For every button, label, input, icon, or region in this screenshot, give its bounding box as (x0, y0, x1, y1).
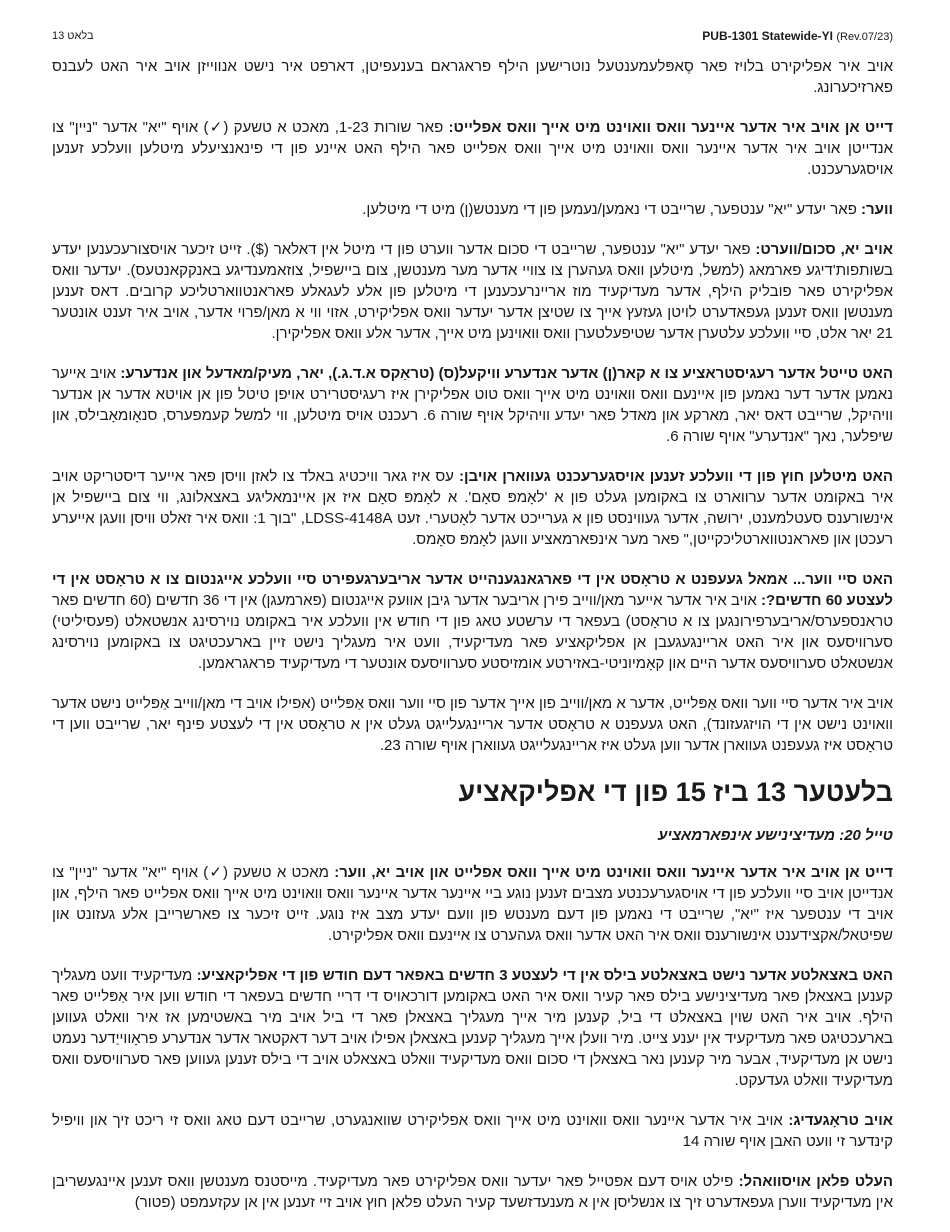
paragraph-text: אויב איר אדער אייער מאן/ווייב פירן אריבער אדער גיבן אוועק אייגנטום (פארמעגן) אין די 36 חדשים (60 חדשים פאר טראנספערס/אריבערפירונגען צו א טראָסט) בעפאר די ערשטע טאג פון די חודש אין וועלכע איר באקומט נוירסינג אנשטאלט (פעסיליטי) סערוויסעס און איר האט אריינגעגעבן אן אפליקאציע פאר מעדיקעיד, וועט איר מעגליך נישט זיין בארעכטיגט צו באקומען נוירסינג אנשטאלט סערוויסעס אדער היים און קאָמיוניטי-באזירטע אומזיסטע סערוויסעס אונטער די מעדיקעיד פראגראמען. (52, 592, 893, 672)
paragraph-medical-bills (52, 965, 893, 1091)
paragraph-lead: דייט אן אויב איר אדער איינער וואס וואוינט מיט אייך וואס אפלייט און אויב יא, ווער: (334, 864, 893, 881)
paragraph-lead: האט באצאלטע אדער נישט באצאלטע בילס אין די לעצטע 3 חדשים באפאר דעם חודש פון די אפליקאציע: (196, 967, 894, 984)
page-content (52, 56, 893, 1232)
paragraph-lead: דייט אן אויב איר אדער איינער וואס וואוינט מיט אייך וואס אפלייט: (448, 119, 893, 136)
paragraph-lead: העלט פלאן אויסוואהל: (738, 1173, 894, 1190)
paragraph-life-insurance (52, 56, 893, 98)
paragraph-lead: האט טייטל אדער רעגיסטראציע צו א קאר(ן) אדער אנדערע וויקעל(ס) (טראַקס א.ד.ג.), יאר, מעיק/מאדעל און אנדערע: (120, 365, 893, 382)
paragraph-lead: אויב טראָגעדיג: (788, 1112, 894, 1129)
page-number: בלאט 13 (52, 30, 94, 42)
document-id (702, 29, 893, 43)
paragraph-text: מאכט א טשעק (✓) אויף "יא" אדער "ניין" צו אנדייטן אויב סיי וועלכע פון די אויסגערעכנטע מצבים זענען נוגע ביי איינער אדער איינער וואס וואוינט מיט אייך וואס אפלייט פאר הילף, און אויב די ענטפער איז "יא", שרייבט די נאמען פון דעם מענטש פון וועם יעדע מצב איז נוגע. זייט זיכער צו פארשרייבן אלע געזונט און שפיטאל/אקצידענט אינשורענס וואס איר האט אדער וואס געהערט צו איינעם וואס אפליקירט. (52, 864, 893, 944)
paragraph-lead: האט מיטלען חוץ פון די וועלכע זענען אויסגערעכנט געווארן אויבן: (459, 468, 893, 485)
paragraph-text: עס איז גאר וויכטיג באלד צו לאזן וויסן פאר אייער דיסטריקט אויב איר באקומט אדער ערווארט צו באקומען געלט פון א 'לאָמפּ סאָם'. א לאָמפּ סאָם איז אן איינמאליגע באצאלונג, ווי צום ביישפיל אן אינשורענס סעטלמענט, ירושה, אדער געווינסט פון א גערייכט אדער לאָטערי. זעט LDSS-4148A, "בוך 1: וואס איר זאלט וויסן וועגן אייערע רעכטן און פאראנטווארטליכקייטן," פאר מער אינפארמאציע וועגן לאָמפּ סאָמס. (52, 468, 893, 548)
paragraph-lead: האט סיי ווער... אמאל געעפנט א טראָסט אין די פארגאנגענהייט אדער אריבערגעפירט סיי וועלכע אייגנטום צו א טראָסט אין די לעצטע 60 חדשים?: (52, 571, 893, 609)
paragraph-text: פאר יעדע "יא" ענטפער, שרייבט די סכום אדער ווערט פון די מיטל אין דאלאר ($). זייט זיכער אויסצורעכענען יעדע בשותפות'דיגע פארמאג (למשל, מיטלען וואס געהערן צו צוויי אדער מער מענטשן, צום ביישפיל, צוזאמענדיגע באנקקאנטעס). יעדער וואס אפליקירט פאר פובליק הילף, אדער מעדיקעיד מוז אריינרעכענען די מיטלען פון אלע לעגאלע פאראנטווארטליכע קרובים. דאס זענען מענטשן וואס זענען געפאדערט לויטן געזעץ אייך צו שטיצן אדער יעדער וואס אפליקירט, אזוי ווי א מאן/פרוי אדער, אויב איר זענט אונטער 21 יאר אלט, סיי וועלכע עלטערן אדער שטיפעלטערן וואס וואוינען מיט אייך, אדער אלע וואס אפליקירן. (52, 241, 893, 342)
section-subtitle: טייל 20: מעדיצינישע אינפארמאציע (658, 827, 893, 844)
paragraph-pregnant (52, 1110, 893, 1152)
paragraph-text: אויב איר אדער סיי ווער וואס אַפּלייט, אדער א מאן/ווייב פון אייך אדער פון סיי ווער וואס אַפּלייט (אפילו אויב די מאן/ווייב אַפּלייט נישט אדער וואוינט נישט אין די הויזגעזונד), האט געעפנט א טראָסט אדער אריינגעלייגט געלט אין א טראָסט אין די לעצטע פינף יאר, שרייבט ווען די טראָסט איז געעפנט געווארן אדער ווען געלט איז אריינגעלייגט געווארן אויף שורה 23. (52, 695, 893, 754)
paragraph-trust (52, 569, 893, 674)
paragraph-health-plan (52, 1171, 893, 1213)
paragraph-indicate-resources (52, 117, 893, 180)
paragraph-lead: אויב יא, סכום/ווערט: (755, 241, 893, 258)
paragraph-text: אויב אייער נאמען אדער דער נאמען פון איינעם וואס וואוינט מיט אייך וואס טוט אפליקירן איז רעגיסטרירט אויפן טיטל פון אן אויטא אדער אן אנדער וויהיקל, שרייבט דאס יאר, מארקע און מאדל פאר יעדע וויהיקל אויף שורה 6. רעכנט אויס מיטלען, ווי למשל קעמפערס, סנאָומאָבילס, און שיפלער, נאך "אנדערע" אויף שורה 6. (52, 365, 893, 445)
revision-label: (Rev.07/23) (836, 31, 893, 43)
paragraph-who (52, 199, 893, 220)
paragraph-other-resources (52, 466, 893, 550)
paragraph-text: פאר יעדע "יא" ענטפער, שרייבט די נאמען/נעמען פון די מענטש(ן) מיט די מיטלען. (362, 201, 857, 218)
section-title: בלעטער 13 ביז 15 פון די אפליקאציע (458, 777, 893, 807)
paragraph-medical-conditions (52, 862, 893, 946)
paragraph-amount-value (52, 239, 893, 344)
paragraph-vehicle-title (52, 363, 893, 447)
paragraph-text: מעדיקעיד וועט מעגליך קענען באצאלן פאר מעדיצינישע בילס פאר קעיר וואס איר האט באקומען דורכאויס די דריי חדשים בעפאר די חודש ווען איר אַפּלייט פאר הילף. אויב איר האט שוין באצאלט די ביל, קענען מיר אייך מעגליך באצאלן פאר די ביל אויב מיר באשטימען אז איר וואלט געווען בארעכטיגט פאר מעדיקעיד אין יענע צייט. מיר וועלן אייך מעגליך קענען באצאלן אפילו אויב דער דאקטאר אדער אנדערע פראָווייַדער נעמט נישט אן מעדיקעיד, אבער מיר קענען נאר באצאלן די סכום וואס מעדיקעיד וואלט באצאלט אויב די בילס זענען געווען פאר סערוויסעס וואס מעדיקעיד וואלט געדעקט. (52, 967, 893, 1089)
document-code: PUB-1301 Statewide-YI (702, 29, 833, 43)
paragraph-text: פאר שורות 1-23, מאכט א טשעק (✓) אויף "יא" אדער "ניין" צו אנדייטן אויב איר אדער איינער וואס וואוינט מיט אייך וואס אפלייט פאר הילף האט איינע פון די פינאנציעלע מיטלען וועלכע זענען אויסגערעכנט. (52, 119, 893, 178)
page-header (52, 26, 893, 46)
paragraph-text: אויב איר אדער איינער וואס וואוינט מיט אייך וואס אפליקירט שוואנגערט, שרייבט דעם טאג וואס זי ריכט זיך און וויפיל קינדער זי וועט האבן אויף שורה 14 (52, 1112, 893, 1150)
paragraph-text: פילט אויס דעם אפטייל פאר יעדער וואס אפליקירט פאר מעדיקעיד. מייסטנס מענטשן וואס זענען איינגעשריבן אין מעדיקעיד ווערן געפאדערט זיך צו אנשליסן אין א מענעדזשעד קעיר העלט פלאן חוץ אויב זיי זענען אין אן עקזעמפט (פטור) (52, 1173, 893, 1211)
paragraph-lead: ווער: (861, 201, 893, 218)
paragraph-trust-line-23 (52, 693, 893, 756)
paragraph-text: אויב איר אפליקירט בלויז פאר סֶאפּלעמענטעל נוטרישען הילף פראגראם בענעפיטן, דארפט איר נישט אנווייזן אויב איר האט לעבנס פארזיכערונג. (52, 58, 893, 96)
